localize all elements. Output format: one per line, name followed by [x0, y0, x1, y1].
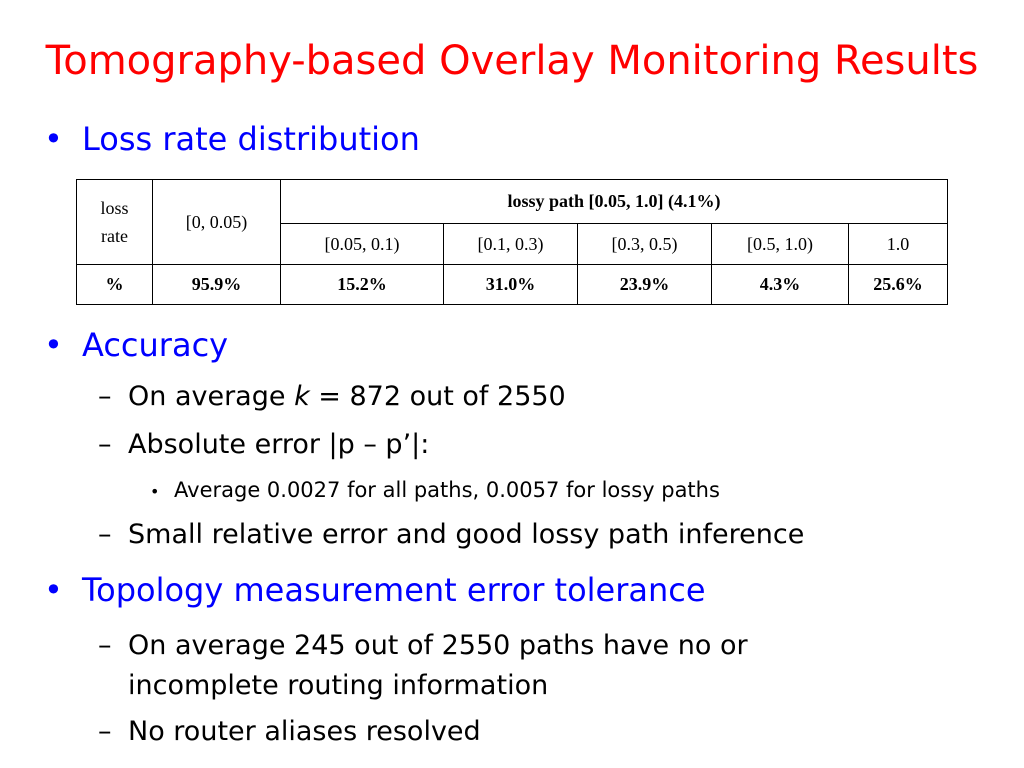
table-cell: 31.0%	[444, 265, 578, 305]
range-header: 1.0	[849, 224, 948, 265]
slide-title: Tomography-based Overlay Monitoring Results	[45, 38, 979, 84]
sub-marker: –	[98, 429, 112, 460]
bullet-accuracy	[44, 326, 228, 364]
table-cell: 25.6%	[849, 265, 948, 305]
sub-sub-text: Average 0.0027 for all paths, 0.0057 for lossy paths	[174, 478, 720, 502]
sub-text-continued: incomplete routing information	[128, 670, 549, 701]
sub-bullet-routing-info	[98, 626, 748, 706]
table-cell: 23.9%	[578, 265, 712, 305]
sub-text: On average 245 out of 2550 paths have no or	[128, 630, 748, 661]
percent-label: %	[77, 265, 153, 305]
variable-k: k	[294, 381, 310, 412]
sub-sub-bullet-average-error	[150, 478, 720, 502]
bullet-marker: •	[150, 482, 160, 501]
sub-marker: –	[98, 716, 112, 747]
non-lossy-header: [0, 0.05)	[153, 180, 281, 265]
table-cell: 95.9%	[153, 265, 281, 305]
lossy-group-header: lossy path [0.05, 1.0] (4.1%)	[281, 180, 948, 224]
range-header: [0.05, 0.1)	[281, 224, 444, 265]
bullet-marker: •	[44, 326, 63, 364]
bullet-text: Topology measurement error tolerance	[82, 571, 706, 609]
bullet-topology	[44, 571, 706, 609]
sub-text: Small relative error and good lossy path inference	[128, 519, 805, 550]
sub-bullet-average-k	[98, 381, 566, 412]
sub-marker: –	[98, 381, 112, 412]
sub-text: On average	[128, 381, 295, 412]
sub-text: No router aliases resolved	[128, 716, 481, 747]
sub-bullet-relative-error	[98, 519, 804, 550]
loss-rate-header: loss rate	[77, 180, 153, 265]
range-header: [0.1, 0.3)	[444, 224, 578, 265]
bullet-marker: •	[44, 571, 63, 609]
sub-bullet-router-aliases	[98, 716, 481, 747]
sub-bullet-absolute-error	[98, 429, 429, 460]
table-cell: 15.2%	[281, 265, 444, 305]
sub-text: = 872 out of 2550	[309, 381, 566, 412]
range-header: [0.5, 1.0)	[712, 224, 849, 265]
table-row	[77, 180, 948, 224]
bullet-marker: •	[44, 120, 63, 158]
bullet-loss-rate	[44, 120, 420, 158]
sub-text: Absolute error |p – p’|:	[128, 429, 430, 460]
sub-marker: –	[98, 519, 112, 550]
bullet-text: Accuracy	[82, 326, 229, 364]
table-cell: 4.3%	[712, 265, 849, 305]
bullet-text: Loss rate distribution	[82, 120, 420, 158]
table-row	[77, 265, 948, 305]
range-header: [0.3, 0.5)	[578, 224, 712, 265]
loss-rate-table	[76, 179, 948, 305]
sub-marker: –	[98, 630, 112, 661]
